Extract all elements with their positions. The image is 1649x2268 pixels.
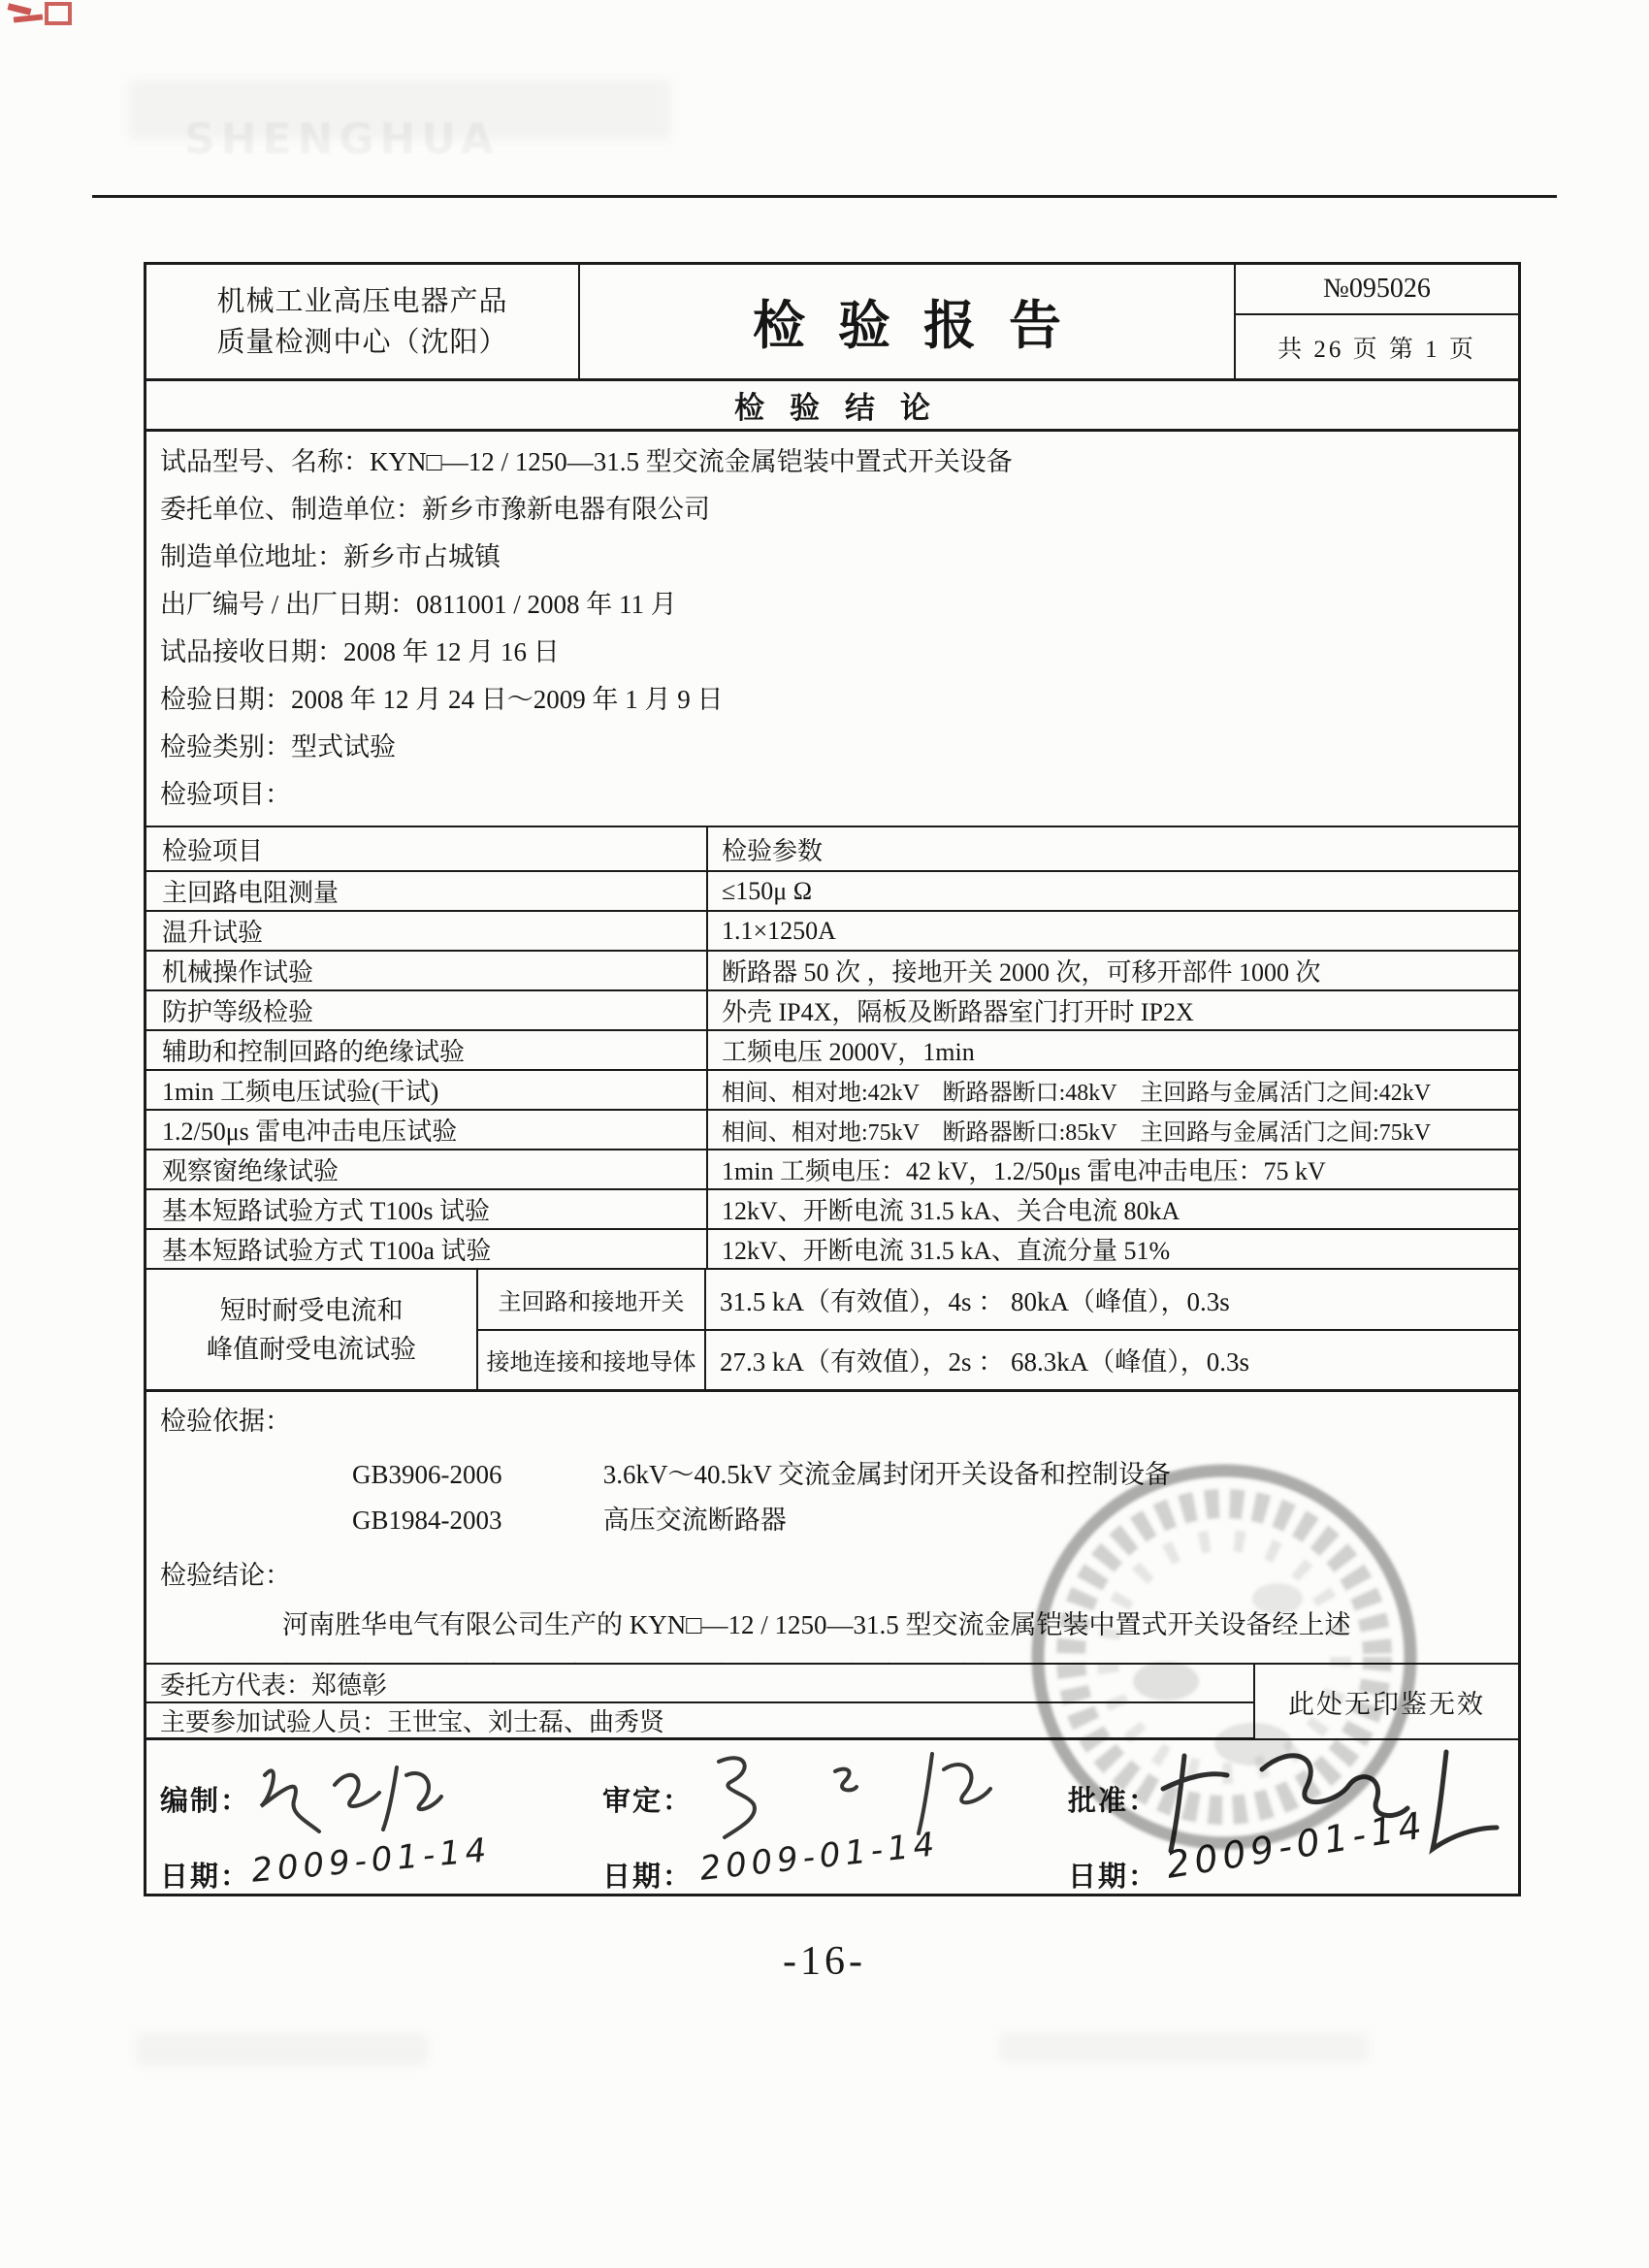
- table-row: [146, 1031, 1518, 1071]
- participants-names: 王世宝、刘士磊、曲秀贤: [387, 1708, 665, 1736]
- red-ink-mark: [14, 14, 43, 22]
- report-header: [146, 265, 1518, 381]
- prepared-date: 2009-01-14: [249, 1831, 493, 1891]
- conclusion-text-line2: [166, 1655, 1518, 1665]
- approved-date: 2009-01-14: [1163, 1803, 1430, 1887]
- row-label: 1.2/50μs 雷电冲击电压试验: [146, 1111, 708, 1149]
- row-value: 相间、相对地:42kV 断路器断口:48kV 主回路与金属活门之间:42kV: [722, 1081, 1432, 1106]
- page-number-footer: -16-: [783, 1939, 866, 1984]
- report-body-frame: [144, 262, 1521, 1896]
- testing-center-line2: 质量检测中心（沈阳）: [216, 326, 508, 358]
- col-header-item: 检验项目: [146, 827, 708, 870]
- info-line: 试品接收日期：2008 年 12 月 16 日: [160, 637, 560, 666]
- table-row: [146, 1071, 1518, 1111]
- row-label: 观察窗绝缘试验: [146, 1150, 708, 1188]
- table-row: [146, 1111, 1518, 1150]
- table-header-row: [146, 827, 1518, 872]
- info-line: 检验项目：: [160, 780, 291, 809]
- info-line: 检验类别：型式试验: [160, 732, 396, 761]
- row-value: 断路器 50 次 ，接地开关 2000 次，可移开部件 1000 次: [722, 958, 1321, 987]
- row-value: 外壳 IP4X，隔板及断路器室门打开时 IP2X: [722, 998, 1194, 1026]
- table-row: [146, 952, 1518, 991]
- withstand-subrow: [478, 1331, 1518, 1390]
- signature-row: [146, 1740, 1518, 1896]
- subrow-value: 27.3 kA（有效值），2s ： 68.3kA（峰值），0.3s: [720, 1347, 1250, 1377]
- row-value: 1.1×1250A: [722, 916, 836, 945]
- row-value: 1min 工频电压：42 kV，1.2/50μs 雷电冲击电压：75 kV: [722, 1157, 1326, 1185]
- prepared-signature: [251, 1746, 542, 1843]
- report-number-block: [1234, 265, 1518, 378]
- standard-name: 高压交流断路器: [602, 1506, 787, 1535]
- faint-watermark: [999, 2033, 1368, 2062]
- row-value: 12kV、开断电流 31.5 kA、直流分量 51%: [722, 1237, 1171, 1265]
- row-value: 相间、相对地:75kV 断路器断口:85kV 主回路与金属活门之间:75kV: [722, 1120, 1432, 1146]
- withstand-label-line2: 峰值耐受电流试验: [207, 1334, 416, 1364]
- withstand-current-rows: [146, 1270, 1518, 1392]
- row-label: 机械操作试验: [146, 952, 708, 989]
- reviewed-date-label: 日期：: [602, 1862, 694, 1893]
- reviewed-by-label: 审定：: [602, 1786, 694, 1817]
- subrow-name: 接地连接和接地导体: [478, 1331, 706, 1390]
- subrow-name: 主回路和接地开关: [478, 1270, 706, 1329]
- prepared-date-label: 日期：: [160, 1862, 251, 1893]
- watermark-text: SHENGHUA: [184, 114, 500, 164]
- approved-by-label: 批准：: [1068, 1786, 1159, 1817]
- report-number: №095026: [1236, 265, 1518, 315]
- standard-code: GB1984-2003: [352, 1506, 502, 1535]
- row-label: 1min 工频电压试验(干试): [146, 1071, 708, 1109]
- row-label: 防护等级检验: [146, 991, 708, 1029]
- report-title: 检验报告: [753, 297, 1094, 355]
- top-horizontal-rule: [92, 195, 1557, 198]
- participants-label: 主要参加试验人员：: [160, 1708, 388, 1736]
- conclusion-label: 检验结论：: [160, 1561, 291, 1590]
- row-value: ≤150μ Ω: [722, 876, 813, 905]
- conclusion-text-line1: 河南胜华电气有限公司生产的 KYN□—12 / 1250—31.5 型交流金属铠装中置式开关设备经上述: [282, 1610, 1351, 1639]
- table-row: [146, 872, 1518, 912]
- row-label: 基本短路试验方式 T100s 试验: [146, 1190, 708, 1228]
- client-rep-name: 郑德彰: [311, 1670, 388, 1700]
- standard-item: [352, 1499, 1518, 1537]
- red-ink-mark: [8, 3, 32, 16]
- signoff-block: [146, 1665, 1518, 1899]
- withstand-label: [146, 1270, 478, 1389]
- sample-info-block: [146, 432, 1518, 827]
- row-label: 基本短路试验方式 T100a 试验: [146, 1230, 708, 1268]
- prepared-by-label: 编制：: [160, 1786, 251, 1817]
- col-header-param: 检验参数: [722, 836, 824, 865]
- info-line: 出厂编号 / 出厂日期：0811001 / 2008 年 11 月: [160, 590, 677, 619]
- table-row: [146, 1230, 1518, 1270]
- reviewed-date: 2009-01-14: [697, 1825, 942, 1889]
- standard-name: 3.6kV～40.5kV 交流金属封闭开关设备和控制设备: [602, 1460, 1172, 1489]
- page-count: 共 26 页 第 1 页: [1277, 336, 1476, 363]
- info-line: 委托单位、制造单位：新乡市豫新电器有限公司: [160, 495, 710, 524]
- withstand-label-line1: 短时耐受电流和: [219, 1295, 404, 1325]
- testing-center-line1: 机械工业高压电器产品: [216, 285, 508, 317]
- info-line: 检验日期：2008 年 12 月 24 日～2009 年 1 月 9 日: [160, 685, 724, 714]
- info-line: 制造单位地址：新乡市占城镇: [160, 542, 501, 571]
- basis-label: 检验依据：: [160, 1407, 291, 1436]
- row-label: 辅助和控制回路的绝缘试验: [146, 1031, 708, 1069]
- seal-required-note: 此处无印鉴无效: [1253, 1665, 1518, 1740]
- row-label: 主回路电阻测量: [146, 872, 708, 910]
- client-rep-label: 委托方代表：: [160, 1670, 312, 1700]
- withstand-subrow: [478, 1270, 1518, 1331]
- standard-code: GB3906-2006: [352, 1460, 502, 1489]
- subrow-value: 31.5 kA（有效值），4s ： 80kA（峰值），0.3s: [720, 1286, 1230, 1316]
- red-ink-stamp-fragment: [45, 2, 72, 25]
- table-row: [146, 1150, 1518, 1190]
- table-row: [146, 1190, 1518, 1230]
- info-line: 试品型号、名称：KYN□—12 / 1250—31.5 型交流金属铠装中置式开关设备: [160, 447, 1013, 476]
- approved-date-label: 日期：: [1068, 1862, 1159, 1893]
- standard-item: [352, 1453, 1518, 1491]
- basis-and-conclusion-block: [146, 1392, 1518, 1665]
- row-label: 温升试验: [146, 912, 708, 950]
- row-value: 工频电压 2000V，1min: [722, 1038, 975, 1066]
- section-title-inspection-conclusion: 检验结论: [146, 381, 1518, 432]
- faint-watermark: [136, 2033, 427, 2066]
- row-value: 12kV、开断电流 31.5 kA、关合电流 80kA: [722, 1197, 1180, 1225]
- table-row: [146, 912, 1518, 952]
- testing-center-name: [146, 265, 580, 378]
- withstand-subtable: [478, 1270, 1518, 1389]
- test-items-table: [146, 827, 1518, 1392]
- table-row: [146, 991, 1518, 1031]
